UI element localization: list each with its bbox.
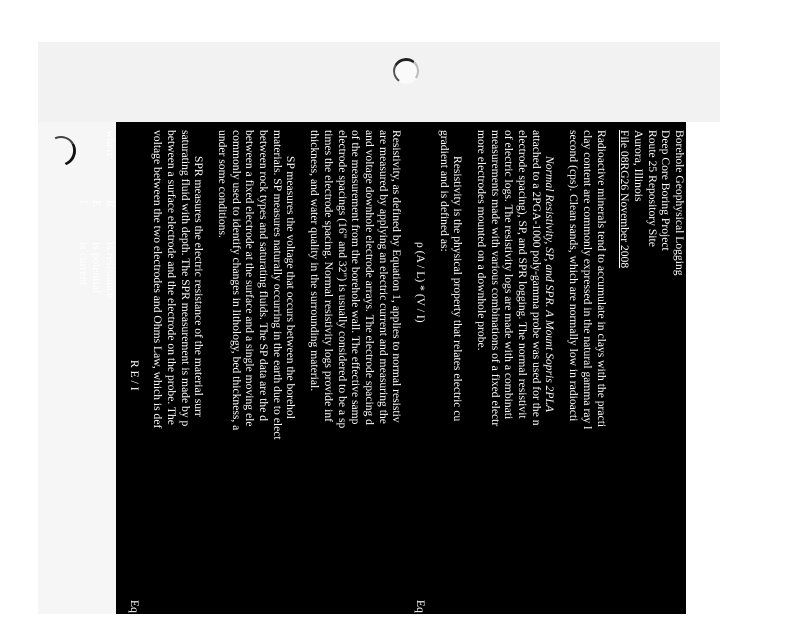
- equation-expression: ρ (A / L) * (V / I): [414, 242, 427, 323]
- paragraph-line: and voltage downhole electrode arrays. The electrode spacing d: [362, 130, 376, 425]
- header-site: Route 25 Repository Site: [645, 130, 659, 247]
- paragraph-line: between a fixed electrode at the surface and a single moving ele: [243, 130, 257, 427]
- paragraph-line: voltage between the two electrodes and Ohms Law, which is def: [151, 130, 165, 429]
- paragraph-line: times the electrode spacing. Normal resistivity logs provide inf: [321, 130, 335, 423]
- rotated-document-text: [76, 122, 686, 622]
- paragraph-line: measurements made with various combinations of a fixed electr: [488, 130, 502, 427]
- variable-symbol: R: [103, 200, 117, 208]
- variable-description: is potential: [90, 242, 104, 294]
- where-row: [76, 130, 90, 614]
- variable-symbol: E: [90, 200, 104, 208]
- where-row: [103, 130, 117, 614]
- variable-symbol: I: [76, 200, 90, 204]
- header-file-date: File 08RG26 November 2008: [618, 130, 632, 269]
- scan-background-top: [38, 42, 720, 122]
- header-title: Borehole Geophysical Logging: [673, 130, 686, 276]
- paragraph-line: Normal Resistivity, SP, and SPR. A Mount Sopris 2PLA: [543, 156, 557, 413]
- paragraph-line: electrode spacings (16" and 32") is usually considered to be a sp: [335, 130, 349, 429]
- header-location: Aurora, Illinois: [631, 130, 645, 202]
- header-project: Deep Core Boring Project: [659, 130, 673, 251]
- paragraph-line: of electric logs. The resistivity logs are made with a combinati: [502, 130, 516, 420]
- paragraph-line: attached to a 2PGA-1000 poly-gamma probe was used for the n: [529, 130, 543, 426]
- paragraph-line: are measured by applying an electric current and measuring the: [376, 130, 390, 424]
- paragraph-line: more electrodes mounted on a downhole probe.: [475, 130, 489, 351]
- equation-1: [413, 130, 427, 622]
- equation-expression: R E / I: [127, 360, 141, 391]
- inverted-document-page: [76, 122, 686, 622]
- variable-description: is current: [76, 242, 90, 286]
- paragraph-line: electrode spacing), SP, and SPR logging. The normal resistivit: [516, 130, 530, 419]
- paragraph-line: gradient and is defined as:: [437, 130, 451, 252]
- paragraph-line: Radioactive minerals tend to accumulate in clays with the practi: [594, 130, 608, 428]
- paragraph-line: thickness, and water quality in the surrounding material.: [308, 130, 322, 392]
- paragraph-line: SPR measures the electric resistance of the material surr: [192, 156, 206, 417]
- equation-2: [127, 130, 141, 622]
- paragraph-line: second (cps). Clean sands, which are normally low in radioacti: [567, 130, 581, 422]
- paragraph-line: commonly used to identify changes in lithology, bed thickness, a: [229, 130, 243, 431]
- paragraph-line: Resistivity, as defined by Equation 1, applies to normal resistiv: [390, 130, 404, 423]
- paragraph-line: materials. SP measures naturally occurring in the earth due to elect: [270, 130, 284, 440]
- paragraph-line: of the measurement from the borehole wall. The effective samp: [349, 130, 363, 425]
- paragraph-line: Resistivity is the physical property that relates electric cu: [451, 156, 465, 422]
- where-row: [90, 130, 104, 614]
- paragraph-line: saturating fluid with depth. The SPR measurement is made by p: [178, 130, 192, 427]
- paragraph-line: between a surface electrode and the electrode on the probe. The: [165, 130, 178, 425]
- paragraph-line: under some conditions.: [216, 130, 230, 238]
- equation-label: Eq 1: [414, 600, 427, 622]
- paragraph-line: SP measures the voltage that occurs between the borehol: [284, 156, 298, 419]
- where-label: where:: [103, 130, 117, 162]
- variable-description: is resistance: [103, 242, 117, 299]
- paragraph-line: clay content are commonly expressed in the natural gamma ray l: [580, 130, 594, 430]
- equation-label: Eq 2: [127, 600, 141, 622]
- paragraph-line: between rock types and saturating fluids. The SP data are the d: [257, 130, 271, 422]
